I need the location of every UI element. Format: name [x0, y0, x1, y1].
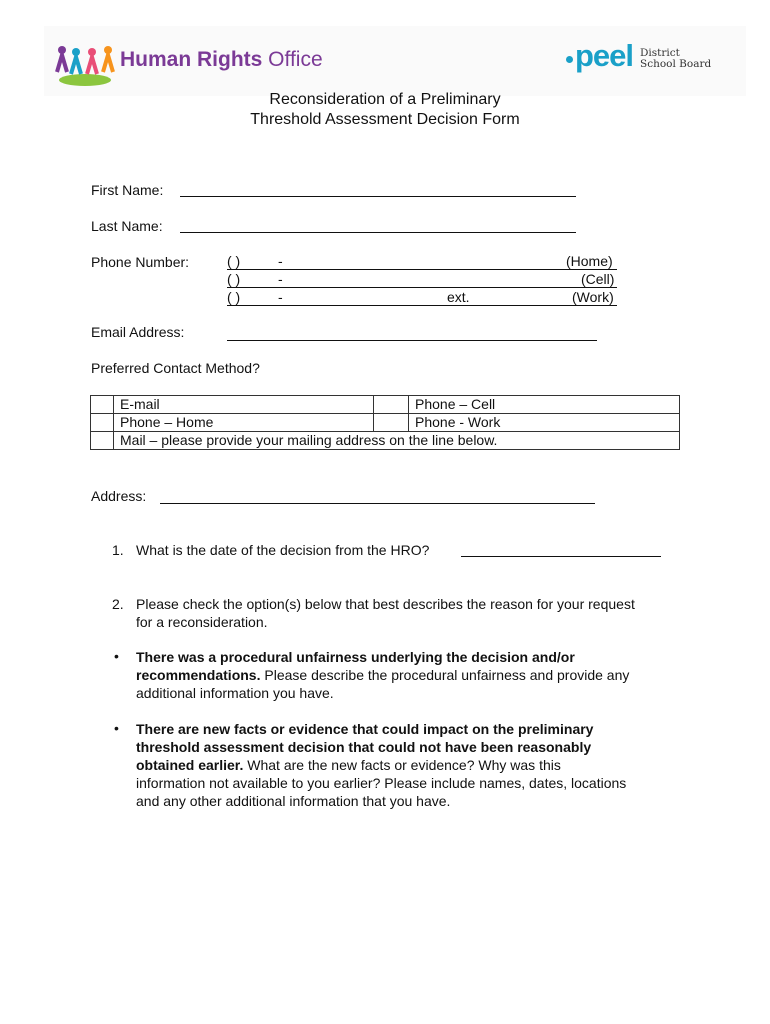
- mail-checkbox[interactable]: [91, 432, 114, 450]
- human-rights-office-logo-icon: [54, 42, 116, 88]
- preferred-contact-table: [90, 395, 680, 450]
- address-label: Address:: [91, 488, 147, 504]
- phone-cell-checkbox[interactable]: [374, 396, 409, 414]
- phone-home-checkbox[interactable]: [91, 414, 114, 432]
- address-field[interactable]: [160, 503, 595, 504]
- phone-work-dash: -: [278, 289, 283, 305]
- phone-cell-dash: -: [278, 271, 283, 287]
- bullet-icon: •: [114, 648, 119, 664]
- form-title: Reconsideration of a Preliminary Threshold Assessment Decision Form: [250, 91, 520, 128]
- peel-dot-icon: [566, 56, 573, 63]
- hro-brand-name: Human Rights Office: [120, 48, 323, 71]
- email-address-field[interactable]: [227, 340, 597, 341]
- bullet-icon: •: [114, 720, 119, 736]
- question-2-text: Please check the option(s) below that best describes the reason for your request for a reconsideration.: [136, 596, 635, 630]
- peel-logo-word: peel: [575, 38, 634, 73]
- question-1-text: What is the date of the decision from the HRO?: [136, 542, 430, 558]
- phone-cell-field[interactable]: [227, 287, 617, 288]
- email-checkbox[interactable]: [91, 396, 114, 414]
- phone-home-label: (Home): [566, 253, 613, 269]
- phone-work-field[interactable]: [227, 305, 617, 306]
- phone-work-ext: ext.: [447, 289, 470, 305]
- phone-home-area: ( ): [227, 253, 241, 269]
- phone-cell-option: Phone – Cell: [409, 396, 680, 414]
- phone-cell-area: ( ): [227, 271, 241, 287]
- phone-work-checkbox[interactable]: [374, 414, 409, 432]
- last-name-field[interactable]: [180, 232, 576, 233]
- first-name-field[interactable]: [180, 196, 576, 197]
- email-address-label: Email Address:: [91, 324, 185, 340]
- phone-cell-label: (Cell): [581, 271, 615, 287]
- mail-option: Mail – please provide your mailing address on the line below.: [114, 432, 680, 450]
- phone-home-option: Phone – Home: [114, 414, 374, 432]
- peel-logo-subtitle: District School Board: [640, 47, 712, 70]
- question-1-number: 1.: [112, 542, 124, 558]
- phone-home-dash: -: [278, 253, 283, 269]
- phone-work-area: ( ): [227, 289, 241, 305]
- first-name-label: First Name:: [91, 182, 164, 198]
- phone-home-field[interactable]: [227, 269, 617, 270]
- phone-work-label: (Work): [572, 289, 614, 305]
- option-procedural-unfairness: There was a procedural unfairness underlying the decision and/or recommendations. Please describe the procedural unfairness and provide any additional information you have.: [136, 649, 630, 701]
- preferred-contact-label: Preferred Contact Method?: [91, 360, 260, 376]
- option-new-evidence: There are new facts or evidence that could impact on the preliminary threshold assessment decision that could not have been reasonably obtained earlier. What are the new facts or evidence? Why was this information not available to you earlier? Please include names, dates, locations and any other additional information that you have.: [136, 721, 627, 809]
- question-2-number: 2.: [112, 596, 124, 612]
- last-name-label: Last Name:: [91, 218, 163, 234]
- email-option: E-mail: [114, 396, 374, 414]
- phone-number-label: Phone Number:: [91, 254, 190, 270]
- decision-date-field[interactable]: [461, 556, 661, 557]
- phone-work-option: Phone - Work: [409, 414, 680, 432]
